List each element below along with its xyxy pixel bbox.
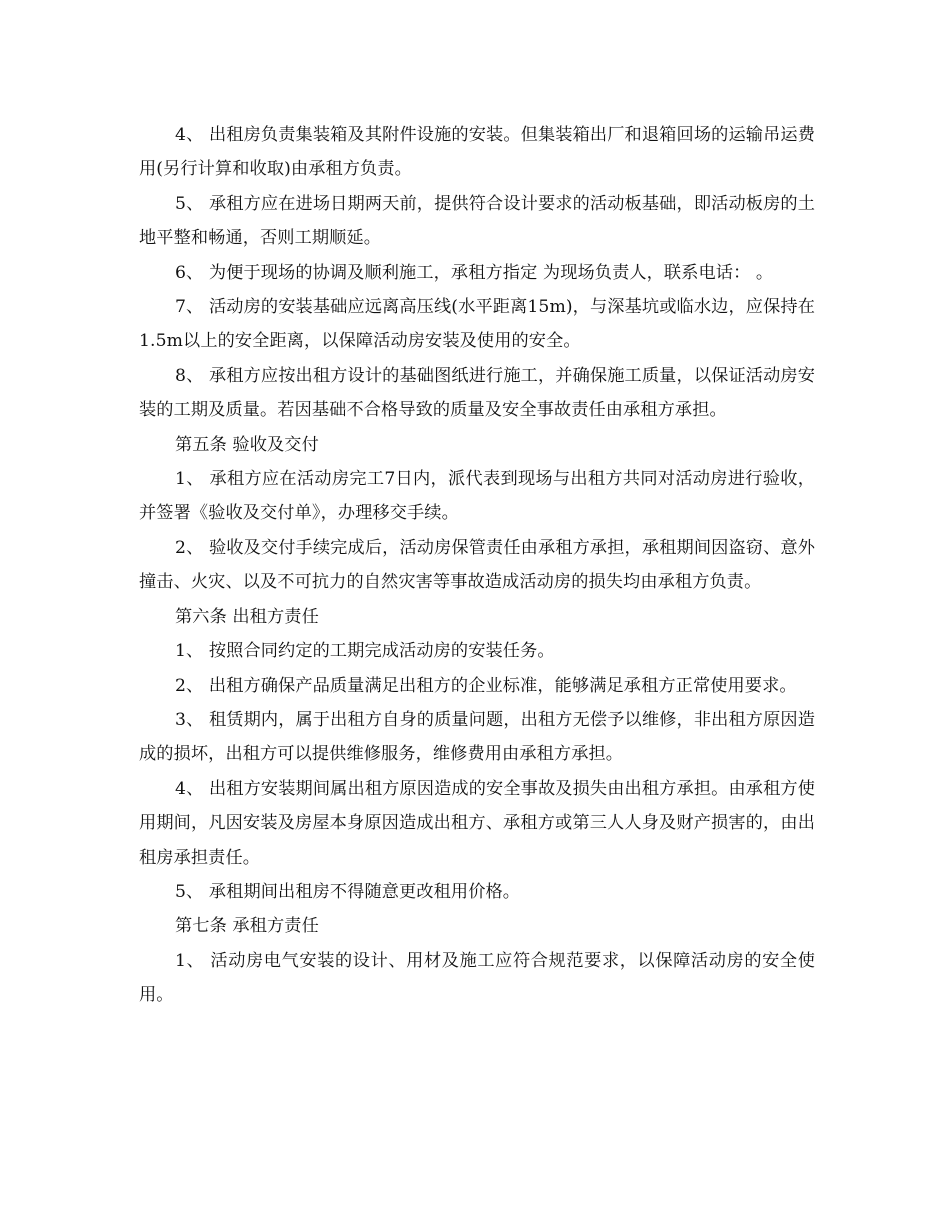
article-6-item-2: 2、 出租方确保产品质量满足出租方的企业标准，能够满足承租方正常使用要求。	[175, 675, 797, 696]
section-heading-article-6: 第六条 出租方责任	[175, 606, 319, 627]
clause-8-foundation-drawings: 8、 承租方应按出租方设计的基础图纸进行施工，并确保施工质量，以保证活动房安装的工期及质量。若因基础不合格导致的质量及安全事故责任由承租方承担。	[139, 365, 815, 421]
article-7-item-1: 1、 活动房电气安装的设计、用材及施工应符合规范要求，以保障活动房的安全使用。	[139, 950, 815, 1006]
article-6-item-1: 1、 按照合同约定的工期完成活动房的安装任务。	[175, 641, 555, 662]
section-heading-article-5: 第五条 验收及交付	[175, 434, 319, 455]
clause-4-installation: 4、 出租房负责集装箱及其附件设施的安装。但集装箱出厂和退箱回场的运输吊运费用(另行计算和收取)由承租方负责。	[139, 125, 815, 180]
article-5-item-2: 2、 验收及交付手续完成后，活动房保管责任由承租方承担，承租期间因盗窃、意外撞击、火灾、以及不可抗力的自然灾害等事故造成活动房的损失均由承租方负责。	[139, 537, 815, 593]
clause-5-foundation: 5、 承租方应在进场日期两天前，提供符合设计要求的活动板基础，即活动板房的土地平整和畅通，否则工期顺延。	[139, 193, 815, 249]
article-6-item-4: 4、 出租方安装期间属出租方原因造成的安全事故及损失由出租方承担。由承租方使用期间，凡因安装及房屋本身原因造成出租方、承租方或第三人人身及财产损害的，由出租房承担责任。	[139, 778, 815, 868]
document-body	[139, 118, 815, 1013]
article-6-item-3: 3、 租赁期内，属于出租方自身的质量问题，出租方无偿予以维修，非出租方原因造成的损坏，出租方可以提供维修服务，维修费用由承租方承担。	[139, 709, 815, 765]
article-5-item-1: 1、 承租方应在活动房完工7日内，派代表到现场与出租方共同对活动房进行验收，并签署《验收及交付单》，办理移交手续。	[139, 469, 815, 524]
clause-6-site-contact: 6、 为便于现场的协调及顺利施工，承租方指定 为现场负责人，联系电话： 。	[175, 262, 774, 283]
article-6-item-5: 5、 承租期间出租房不得随意更改租用价格。	[175, 881, 521, 902]
section-heading-article-7: 第七条 承租方责任	[175, 916, 319, 937]
clause-7-safety-distance: 7、 活动房的安装基础应远离高压线(水平距离15m)，与深基坑或临水边，应保持在1.5m以上的安全距离，以保障活动房安装及使用的安全。	[139, 297, 815, 352]
